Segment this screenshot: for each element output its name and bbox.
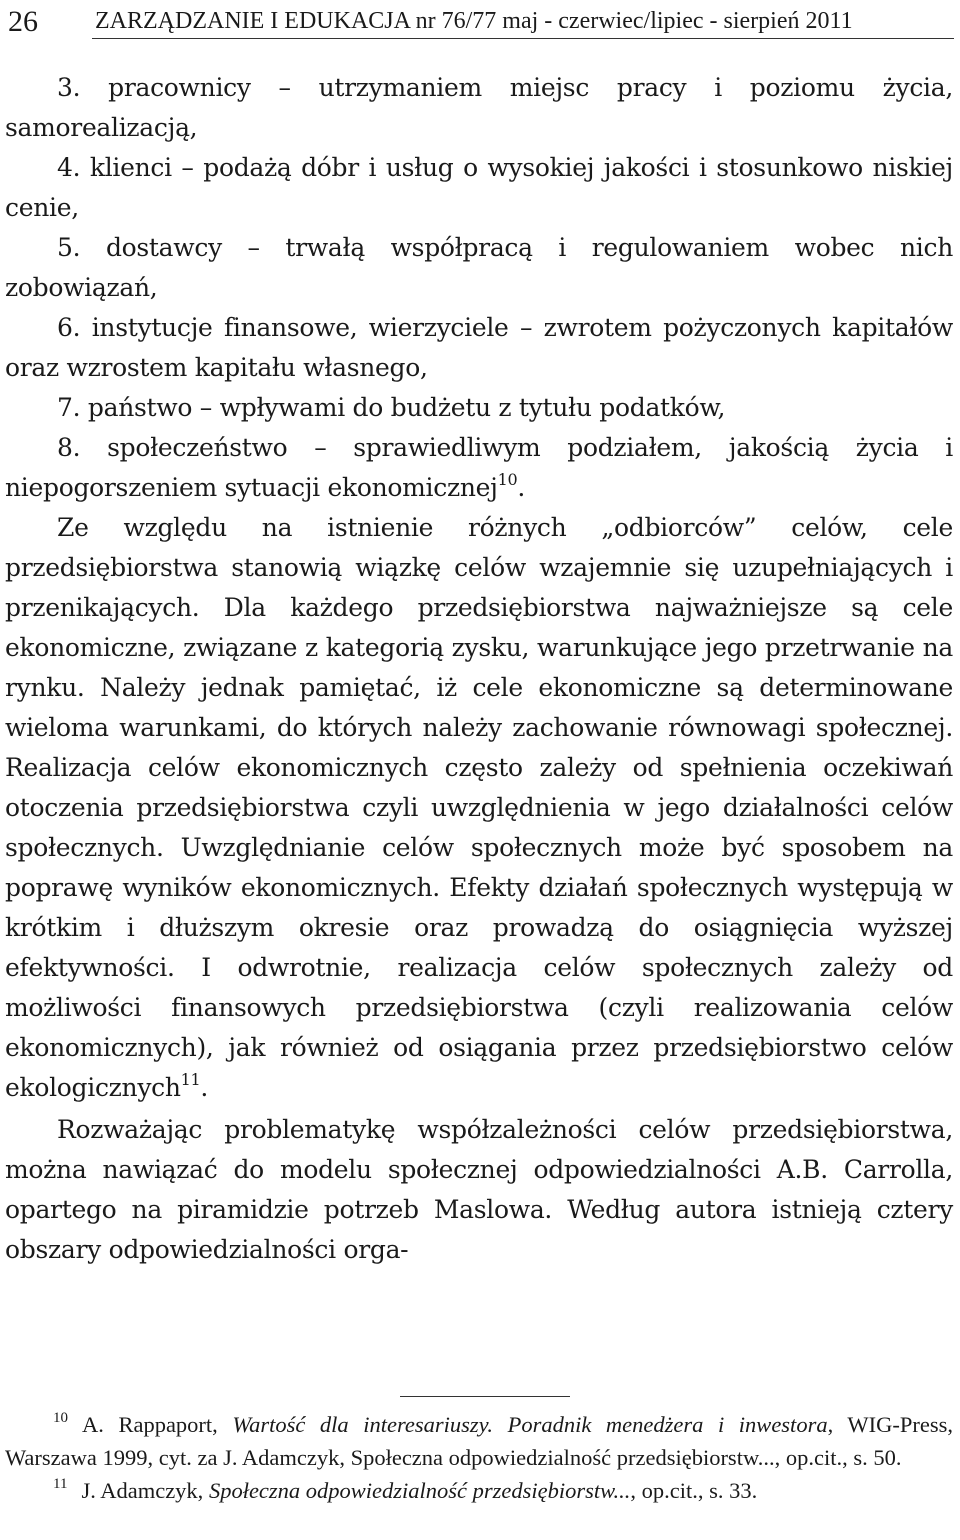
list-item (5, 68, 953, 148)
paragraph-trailing: . (200, 1073, 209, 1102)
list-item-trailing: . (517, 473, 525, 502)
paragraph (5, 1110, 953, 1270)
footnote-text-post: , WIG-Press, Warszawa 1999, cyt. za J. Adamczyk, Społeczna odpowiedzialność przedsiębiorstw..., op.cit., s. 50. (5, 1412, 953, 1470)
footnote-text-pre: J. Adamczyk, (81, 1478, 209, 1503)
list-item-number: 7. (57, 393, 81, 422)
list-item-number: 6. (57, 313, 81, 342)
list-item-text: instytucje finansowe, wierzyciele – zwrotem pożyczonych kapitałów oraz wzrostem kapitału własnego, (5, 313, 953, 382)
paragraph-text: Ze względu na istnienie różnych „odbiorców” celów, cele przedsiębiorstwa stanowią wiązkę celów wzajemnie się uzupełniających i przenikających. Dla każdego przedsiębiorstwa najważniejsze są cele ekonomiczne, związane z kategorią zysku, warunkujące jego przetrwanie na rynku. Należy jednak pamiętać, iż cele ekonomiczne są determinowane wieloma warunkami, do których należy zachowanie równowagi społecznej. Realizacja celów ekonomicznych często zależy od spełnienia oczekiwań otoczenia przedsiębiorstwa czyli uwzględnienia w jego działalności celów społecznych. Uwzględnianie celów społecznych może być sposobem na poprawę wyników ekonomicznych. Efekty działań społecznych występują w krótkim i dłuższym okresie oraz prowadzą do osiągnięcia wyższej efektywności. I odwrotnie, realizacja celów społecznych zależy od możliwości finansowych przedsiębiorstwa (czyli realizowania celów ekonomicznych), jak również od osiągania przez przedsiębiorstwo celów ekologicznych (5, 513, 953, 1102)
footnote-rule (400, 1396, 570, 1397)
page-number: 26 (8, 5, 38, 38)
footnote-ref[interactable]: 11 (180, 1069, 201, 1089)
list-item-number: 3. (57, 73, 81, 102)
header-rule (92, 38, 954, 39)
list-item-text: pracownicy – utrzymaniem miejsc pracy i poziomu życia, samorealizacją, (5, 73, 953, 142)
list-item-number: 5. (57, 233, 81, 262)
footnote (5, 1474, 953, 1507)
footnote (5, 1408, 953, 1474)
footnote-text-pre: A. Rappaport, (82, 1412, 233, 1437)
list-item (5, 388, 953, 428)
footnote-title: Społeczna odpowiedzialność przedsiębiorstw... (208, 1478, 631, 1503)
list-item (5, 428, 953, 508)
paragraph (5, 508, 953, 1108)
list-item (5, 228, 953, 308)
list-item-number: 4. (57, 153, 81, 182)
footnote-number: 11 (53, 1475, 68, 1492)
list-item-text: klienci – podażą dóbr i usług o wysokiej jakości i stosunkowo niskiej cenie, (5, 153, 954, 222)
list-item-text: państwo – wpływami do budżetu z tytułu podatków, (87, 393, 726, 422)
footnote-title: Wartość dla interesariuszy. Poradnik menedżera i inwestora (232, 1412, 828, 1437)
list-item (5, 308, 953, 388)
page-header (0, 0, 960, 48)
footnotes (5, 1408, 953, 1507)
footnote-ref[interactable]: 10 (497, 469, 518, 489)
body-text (5, 68, 953, 1270)
list-item-text: społeczeństwo – sprawiedliwym podziałem, jakością życia i niepogorszeniem sytuacji ekonomicznej (5, 433, 953, 502)
list-item (5, 148, 953, 228)
footnote-number: 10 (53, 1409, 68, 1426)
footnote-text-post: , op.cit., s. 33. (630, 1478, 758, 1503)
paragraph-text: Rozważając problematykę współzależności celów przedsiębiorstwa, można nawiązać do modelu społecznej odpowiedzialności A.B. Carrolla, opartego na piramidzie potrzeb Maslowa. Według autora istnieją cztery obszary odpowiedzialności orga- (5, 1115, 953, 1264)
list-item-number: 8. (57, 433, 81, 462)
list-item-text: dostawcy – trwałą współpracą i regulowaniem wobec nich zobowiązań, (5, 233, 954, 302)
running-title: ZARZĄDZANIE I EDUKACJA nr 76/77 maj - czerwiec/lipiec - sierpień 2011 (95, 8, 853, 34)
